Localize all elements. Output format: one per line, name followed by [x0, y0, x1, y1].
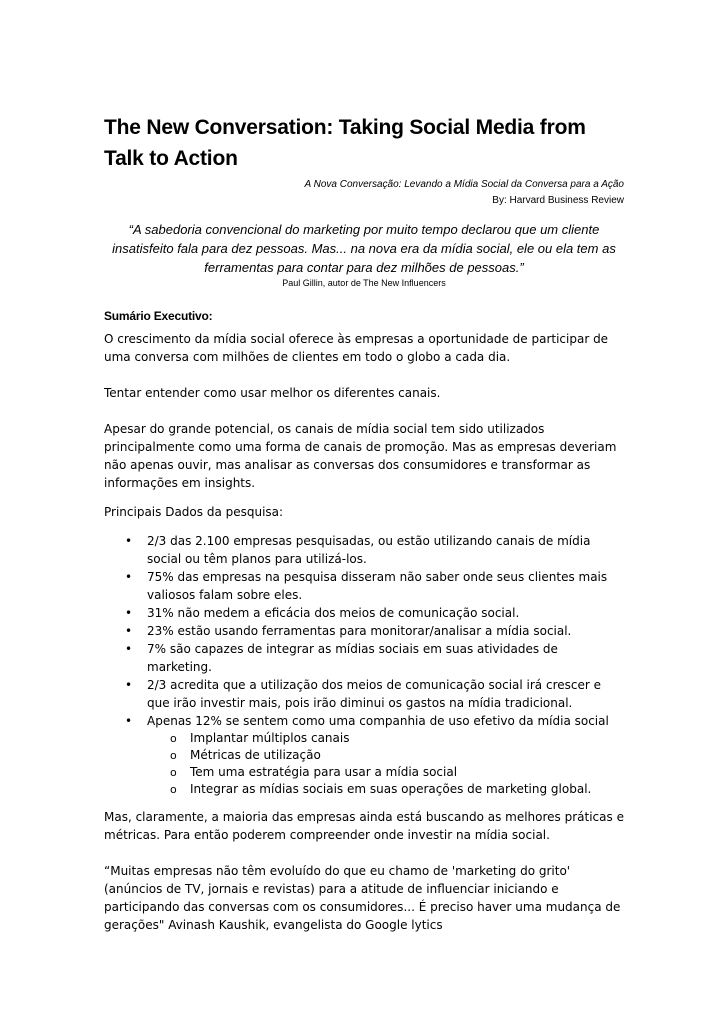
- sub-list-item: [147, 747, 624, 764]
- sub-list-item: [147, 781, 624, 798]
- paragraph-research-heading: Principais Dados da pesquisa:: [104, 505, 284, 519]
- circle-bullet-icon: o: [170, 749, 177, 762]
- summary-heading: Sumário Executivo:: [104, 309, 213, 323]
- list-item-text: 2/3 acredita que a utilização dos meios de comunicação social irá crescer e que irão investir mais, pois irão diminui os gastos na mídia tradicional.: [147, 678, 601, 710]
- list-item: [104, 712, 624, 798]
- bullet-icon: •: [125, 624, 133, 638]
- list-item-text: 2/3 das 2.100 empresas pesquisadas, ou estão utilizando canais de mídia social ou têm planos para utilizá-los.: [147, 534, 591, 566]
- circle-bullet-icon: o: [170, 732, 177, 745]
- bullet-icon: •: [125, 642, 133, 656]
- bullet-icon: •: [125, 570, 133, 584]
- list-item: [104, 640, 624, 676]
- bullet-icon: •: [125, 606, 133, 620]
- list-item: [104, 676, 624, 712]
- bullet-icon: •: [125, 534, 133, 548]
- document-page: [104, 112, 624, 934]
- byline: By: Harvard Business Review: [492, 195, 624, 206]
- sub-list-item-text: Métricas de utilização: [190, 748, 321, 762]
- portuguese-subtitle: A Nova Conversação: Levando a Mídia Social da Conversa para a Ação: [304, 179, 624, 190]
- paragraph-kaushik-quote: “Muitas empresas não têm evoluído do que eu chamo de 'marketing do grito' (anúncios de TV, jornais e revistas) para a atitude de influenciar iniciando e participando das conversas com os consumidores... É preciso haver uma mudança de gerações" Avinash Kaushik, evangelista do Google lytics: [104, 864, 621, 932]
- sub-list-item-text: Implantar múltiplos canais: [190, 731, 350, 745]
- list-item: [104, 622, 624, 640]
- list-item-text: 31% não medem a eficácia dos meios de comunicação social.: [147, 606, 520, 620]
- sub-list-item: [147, 730, 624, 747]
- quote-attribution: Paul Gillin, autor de The New Influencers: [282, 278, 446, 288]
- list-item-text: 75% das empresas na pesquisa disseram não saber onde seus clientes mais valiosos falam sobre eles.: [147, 570, 608, 602]
- bullet-icon: •: [125, 714, 133, 728]
- list-item-text: 7% são capazes de integrar as mídias sociais em suas atividades de marketing.: [147, 642, 558, 674]
- research-findings-list: [104, 532, 624, 798]
- paragraph-potential: Apesar do grande potencial, os canais de mídia social tem sido utilizados principalmente como uma forma de canais de promoção. Mas as empresas deveriam não apenas ouvir, mas analisar as conversas dos consumidores e transformar as informações em insights.: [104, 422, 617, 490]
- sub-list: [147, 730, 624, 798]
- circle-bullet-icon: o: [170, 783, 177, 796]
- list-item: [104, 604, 624, 622]
- list-item: [104, 568, 624, 604]
- sub-list-item: [147, 764, 624, 781]
- list-item-text: Apenas 12% se sentem como uma companhia de uso efetivo da mídia social: [147, 714, 609, 728]
- list-item-text: 23% estão usando ferramentas para monitorar/analisar a mídia social.: [147, 624, 572, 638]
- sub-list-item-text: Tem uma estratégia para usar a mídia social: [190, 765, 458, 779]
- sub-list-item-text: Integrar as mídias sociais em suas operações de marketing global.: [190, 782, 592, 796]
- circle-bullet-icon: o: [170, 766, 177, 779]
- document-title: The New Conversation: Taking Social Media from Talk to Action: [104, 116, 586, 170]
- list-item: [104, 532, 624, 568]
- paragraph-best-practices: Mas, claramente, a maioria das empresas ainda está buscando as melhores práticas e métricas. Para então poderem compreender onde investir na mídia social.: [104, 810, 624, 842]
- opening-quote: “A sabedoria convencional do marketing por muito tempo declarou que um cliente insatisfeito fala para dez pessoas. Mas... na nova era da mídia social, ele ou ela tem as ferramentas para contar para dez milhões de pessoas.”: [112, 222, 616, 275]
- paragraph-intro: O crescimento da mídia social oferece às empresas a oportunidade de participar de uma conversa com milhões de clientes em todo o globo a cada dia.: [104, 332, 609, 364]
- bullet-icon: •: [125, 678, 133, 692]
- paragraph-channels: Tentar entender como usar melhor os diferentes canais.: [104, 386, 441, 400]
